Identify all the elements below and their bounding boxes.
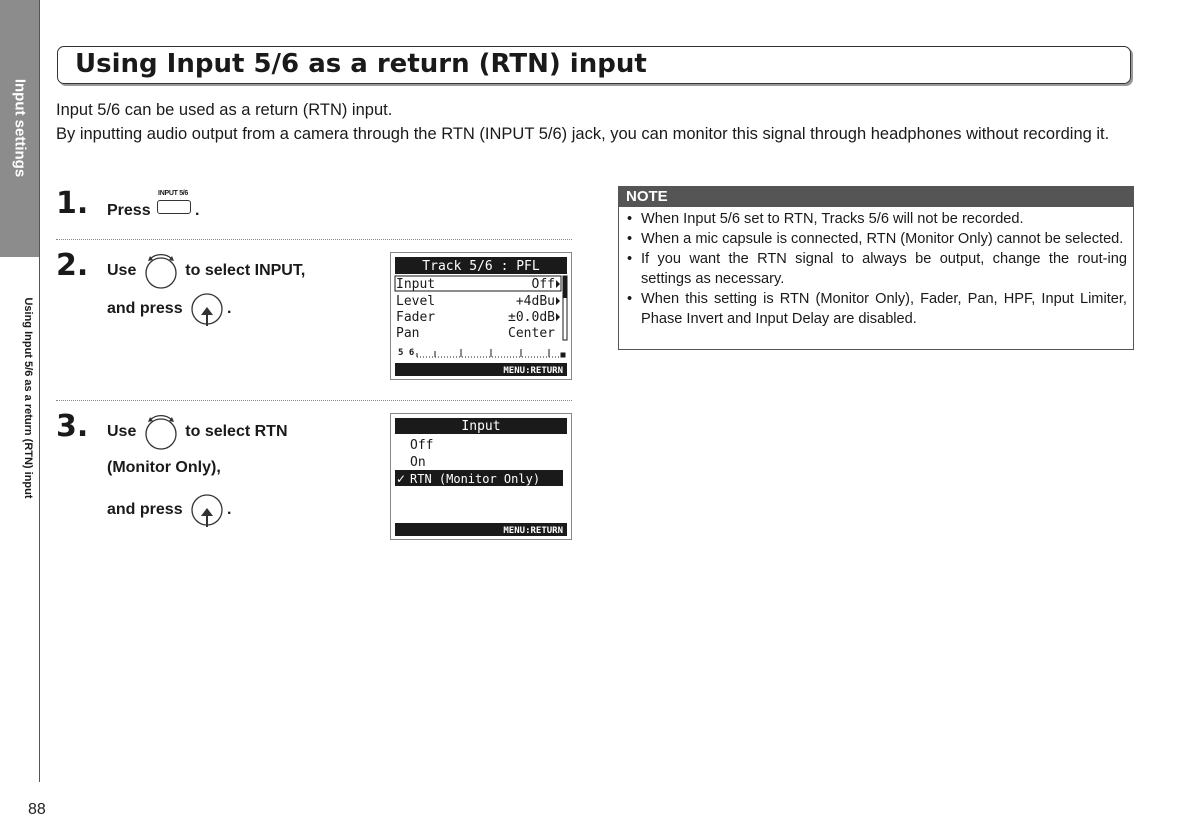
input-5-6-button-icon	[156, 192, 194, 220]
step-verb: Use	[107, 423, 137, 441]
step-select-text: to select INPUT,	[185, 262, 306, 280]
step-end: .	[227, 501, 232, 519]
step-instruction	[107, 192, 200, 220]
step-end: .	[195, 202, 200, 219]
section-tab-label: Input settings	[11, 78, 29, 178]
note-box	[618, 186, 1134, 350]
note-item: • If you want the RTN signal to always be output, change the rout-ing settings as necessary.	[641, 249, 1127, 289]
note-list	[619, 207, 1133, 329]
note-item: • When a mic capsule is connected, RTN (Monitor Only) cannot be selected.	[641, 229, 1127, 249]
setting-label-input: Input	[396, 277, 436, 292]
step-end: .	[227, 300, 232, 318]
setting-label-level: Level	[396, 294, 436, 309]
step-select-text: to select RTN	[185, 423, 288, 441]
page-title-box	[57, 46, 1131, 84]
page-title: Using Input 5/6 as a return (RTN) input	[75, 49, 647, 79]
option-on: On	[410, 455, 426, 470]
meter-label: 5 6	[398, 348, 415, 358]
lcd-screen-track-pfl	[390, 252, 572, 380]
note-item: • When this setting is RTN (Monitor Only), Fader, Pan, HPF, Input Limiter, Phase Invert and Input Delay are disabled.	[641, 289, 1127, 329]
setting-value-input: Off	[531, 277, 555, 292]
arrow-right-icon	[556, 297, 560, 305]
step-press-text: and press	[107, 300, 183, 318]
screen-title: Input	[461, 419, 501, 434]
step-instruction-line-2: (Monitor Only),	[107, 459, 221, 476]
step-press-text: and press	[107, 501, 183, 519]
sidebar-divider	[39, 0, 40, 782]
check-icon: ✓	[396, 472, 407, 486]
note-heading: NOTE	[619, 187, 1133, 207]
screen-footer: MENU:RETURN	[503, 366, 563, 376]
screen-footer: MENU:RETURN	[503, 526, 563, 536]
step-verb: Press	[107, 202, 151, 219]
setting-value-fader: ±0.0dB	[508, 310, 555, 325]
intro-text	[56, 98, 1136, 146]
step-divider	[56, 400, 572, 401]
button-outline	[157, 200, 191, 214]
page-topic-label: Using Input 5/6 as a return (RTN) input	[22, 297, 34, 499]
step-verb: Use	[107, 262, 137, 280]
level-meter	[417, 349, 565, 357]
step-instruction-line-1	[107, 252, 305, 290]
dial-press-icon	[189, 491, 225, 529]
rotary-dial-icon	[143, 413, 179, 451]
page-number: 88	[28, 801, 46, 818]
step-number: 1.	[56, 186, 89, 221]
step-instruction-line-2	[107, 290, 232, 328]
arrow-right-icon	[556, 313, 560, 321]
step-divider	[56, 239, 572, 240]
button-caption: INPUT 5/6	[158, 190, 189, 197]
setting-value-pan: Center	[508, 326, 555, 341]
intro-line-1: Input 5/6 can be used as a return (RTN) input.	[56, 101, 393, 119]
option-rtn: RTN (Monitor Only)	[410, 472, 541, 486]
note-item: • When Input 5/6 set to RTN, Tracks 5/6 will not be recorded.	[641, 209, 1127, 229]
rotary-dial-icon	[143, 252, 179, 290]
setting-value-level: +4dBu	[515, 294, 555, 309]
step-1	[56, 186, 572, 226]
dial-press-icon	[189, 290, 225, 328]
section-tab	[0, 0, 40, 257]
setting-label-fader: Fader	[396, 310, 436, 325]
step-instruction-line-3	[107, 491, 232, 529]
intro-line-2: By inputting audio output from a camera through the RTN (INPUT 5/6) jack, you can monitor this signal through headphones without recording it.	[56, 125, 1110, 143]
scrollbar-thumb	[563, 276, 567, 298]
step-number: 2.	[56, 248, 89, 283]
option-off: Off	[410, 438, 434, 453]
step-number: 3.	[56, 409, 89, 444]
step-instruction-line-1	[107, 413, 288, 451]
lcd-screen-input-select	[390, 413, 572, 540]
screen-title: Track 5/6 : PFL	[422, 259, 540, 274]
setting-label-pan: Pan	[396, 326, 420, 341]
